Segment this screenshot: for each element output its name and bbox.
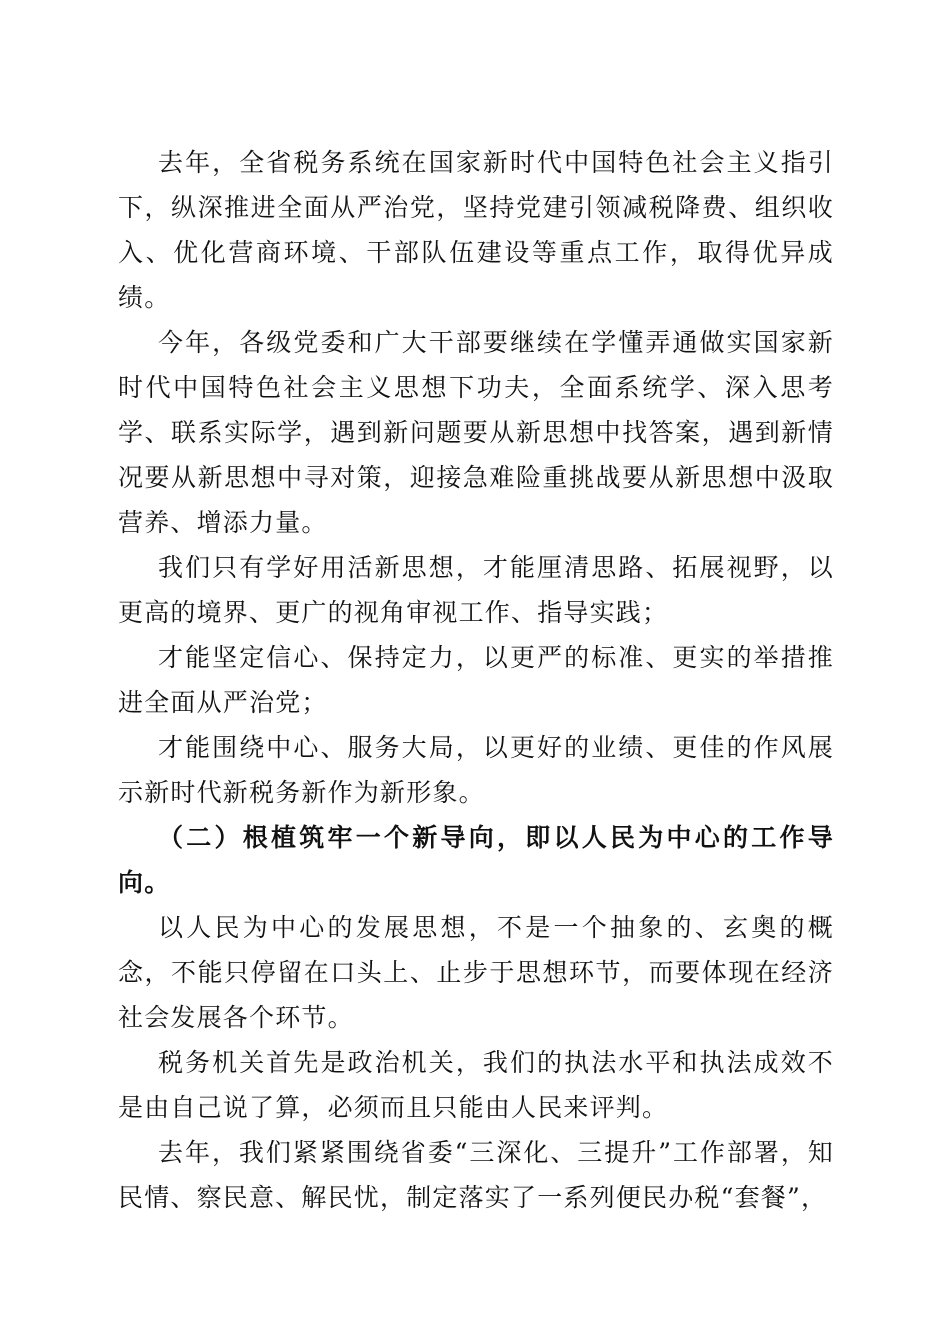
paragraph-5: 才能围绕中心、服务大局，以更好的业绩、更佳的作风展示新时代新税务新作为新形象。 [118,733,834,807]
paragraph-2: 今年，各级党委和广大干部要继续在学懂弄通做实国家新时代中国特色社会主义思想下功夫，全面系统学、深入思考学、联系实际学，遇到新问题要从新思想中找答案，遇到新情况要从新思想中寻对策，迎接急难险重挑战要从新思想中汲取营养、增添力量。 [118,328,834,537]
document-body [118,140,834,1220]
paragraph-4: 才能坚定信心、保持定力，以更严的标准、更实的举措推进全面从严治党； [118,643,834,717]
paragraph-7: 以人民为中心的发展思想，不是一个抽象的、玄奥的概念，不能只停留在口头上、止步于思想环节，而要体现在经济社会发展各个环节。 [118,913,834,1032]
paragraph-8: 税务机关首先是政治机关，我们的执法水平和执法成效不是由自己说了算，必须而且只能由人民来评判。 [118,1048,834,1122]
paragraph-9: 去年，我们紧紧围绕省委“三深化、三提升”工作部署，知民情、察民意、解民忧，制定落实了一系列便民办税“套餐”， [118,1138,834,1212]
paragraph-1: 去年，全省税务系统在国家新时代中国特色社会主义指引下，纵深推进全面从严治党，坚持党建引领减税降费、组织收入、优化营商环境、干部队伍建设等重点工作，取得优异成绩。 [118,148,834,312]
section-heading: （二）根植筑牢一个新导向，即以人民为中心的工作导向。 [118,823,834,897]
paragraph-3: 我们只有学好用活新思想，才能厘清思路、拓展视野，以更高的境界、更广的视角审视工作、指导实践； [118,553,834,627]
